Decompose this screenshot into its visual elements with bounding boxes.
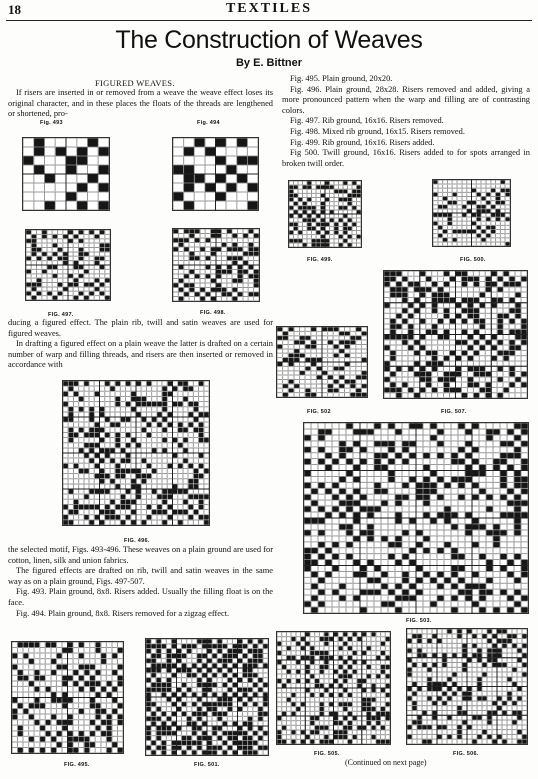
caption-fig-493: Fig. 493 xyxy=(40,120,63,126)
figure-500 xyxy=(432,179,511,247)
figure-505 xyxy=(276,631,391,745)
right-column-text xyxy=(282,74,530,169)
intro-text: If risers are inserted in or removed from a weave the weave effect loses its original character, and in these places the floats of the threads are lengthened or shortened, pro- xyxy=(8,88,273,119)
figure-502 xyxy=(276,326,368,398)
caption-fig-505: FIG. 505. xyxy=(314,751,340,757)
right-line-496: Fig. 496. Plain ground, 28x28. Risers removed and added, giving a more pronounced pattern when the warp and filling are of contrasting colors. xyxy=(282,84,530,115)
figure-493 xyxy=(22,137,110,211)
para-3-text: the selected motif, Figs. 493-496. These weaves on a plain ground are used for cotton, linen, silk and union fabrics. xyxy=(8,545,273,565)
caption-fig-497: FIG. 497. xyxy=(48,312,74,318)
caption-fig-500: FIG. 500. xyxy=(460,257,486,263)
figure-495 xyxy=(11,641,124,754)
weave-draft-grid xyxy=(304,423,528,613)
caption-fig-503: FIG. 503. xyxy=(406,618,432,624)
weave-draft-grid xyxy=(26,230,110,300)
caption-fig-506: FIG. 506. xyxy=(453,751,479,757)
right-line-500: Fig 500. Twill ground, 16x16. Risers added to for spots arranged in broken twill order. xyxy=(282,148,530,168)
article-title: The Construction of Weaves xyxy=(115,26,423,54)
caption-fig-494: Fig. 494 xyxy=(197,120,220,126)
para-6-text: Fig. 494. Plain ground, 8x8. Risers removed for a zigzag effect. xyxy=(16,608,230,618)
weave-draft-grid xyxy=(12,642,123,753)
byline: By E. Bittner xyxy=(235,57,302,69)
weave-draft-grid xyxy=(433,180,510,246)
para-4-text: The figured effects are drafted on rib, twill and satin weaves in the same way as on a plain ground, Figs. 497-507. xyxy=(8,566,273,586)
weave-draft-grid xyxy=(63,381,209,525)
caption-fig-501: FIG. 501. xyxy=(194,762,220,768)
journal-name: TEXTILES xyxy=(225,1,313,16)
caption-fig-496: FIG. 496. xyxy=(124,538,150,544)
figure-496 xyxy=(62,380,210,526)
caption-fig-499: FIG. 499. xyxy=(307,257,333,263)
weave-draft-grid xyxy=(277,327,367,397)
weave-draft-grid xyxy=(173,138,258,210)
left-paragraph-1 xyxy=(8,318,273,371)
figure-507 xyxy=(383,270,528,399)
section-heading: FIGURED WEAVES. xyxy=(95,78,175,88)
para-1-text: ducing a figured effect. The plain rib, twill and satin weaves are used for figured weaves. xyxy=(8,318,273,338)
left-paragraph-2 xyxy=(8,545,273,619)
weave-draft-grid xyxy=(407,629,527,744)
weave-draft-grid xyxy=(173,229,259,301)
para-2-text: In drafting a figured effect on a plain weave the latter is drafted on a certain number of warp and filling threads, and risers are then inserted or removed in accordance with xyxy=(8,339,273,370)
right-line-497: Fig. 497. Rib ground, 16x16. Risers removed. xyxy=(290,116,444,126)
right-line-499: Fig. 499. Rib ground, 16x16. Risers added. xyxy=(290,137,435,147)
weave-draft-grid xyxy=(146,639,268,755)
weave-draft-grid xyxy=(23,138,109,210)
continued-note: (Continued on next page) xyxy=(345,758,427,767)
caption-fig-507: FIG. 507. xyxy=(441,409,467,415)
figure-506 xyxy=(406,628,528,745)
weave-draft-grid xyxy=(277,632,390,744)
weave-draft-grid xyxy=(289,181,361,247)
figure-503 xyxy=(303,422,529,614)
header-rule xyxy=(6,20,532,21)
figure-498 xyxy=(172,228,260,302)
caption-fig-502: FIG. 502 xyxy=(307,409,331,415)
figure-494 xyxy=(172,137,259,211)
intro-paragraph xyxy=(8,88,273,120)
caption-fig-495: FIG. 495. xyxy=(64,762,90,768)
caption-fig-498: FIG. 498. xyxy=(200,310,226,316)
figure-497 xyxy=(25,229,111,301)
figure-499 xyxy=(288,180,362,248)
figure-501 xyxy=(145,638,269,756)
right-line-498: Fig. 498. Mixed rib ground, 16x15. Risers removed. xyxy=(290,126,465,136)
page-number: 18 xyxy=(8,2,21,17)
para-5-text: Fig. 493. Plain ground, 8x8. Risers added. Usually the filling float is on the face. xyxy=(8,587,273,607)
weave-draft-grid xyxy=(384,271,527,398)
right-line-495: Fig. 495. Plain ground, 20x20. xyxy=(290,74,393,83)
